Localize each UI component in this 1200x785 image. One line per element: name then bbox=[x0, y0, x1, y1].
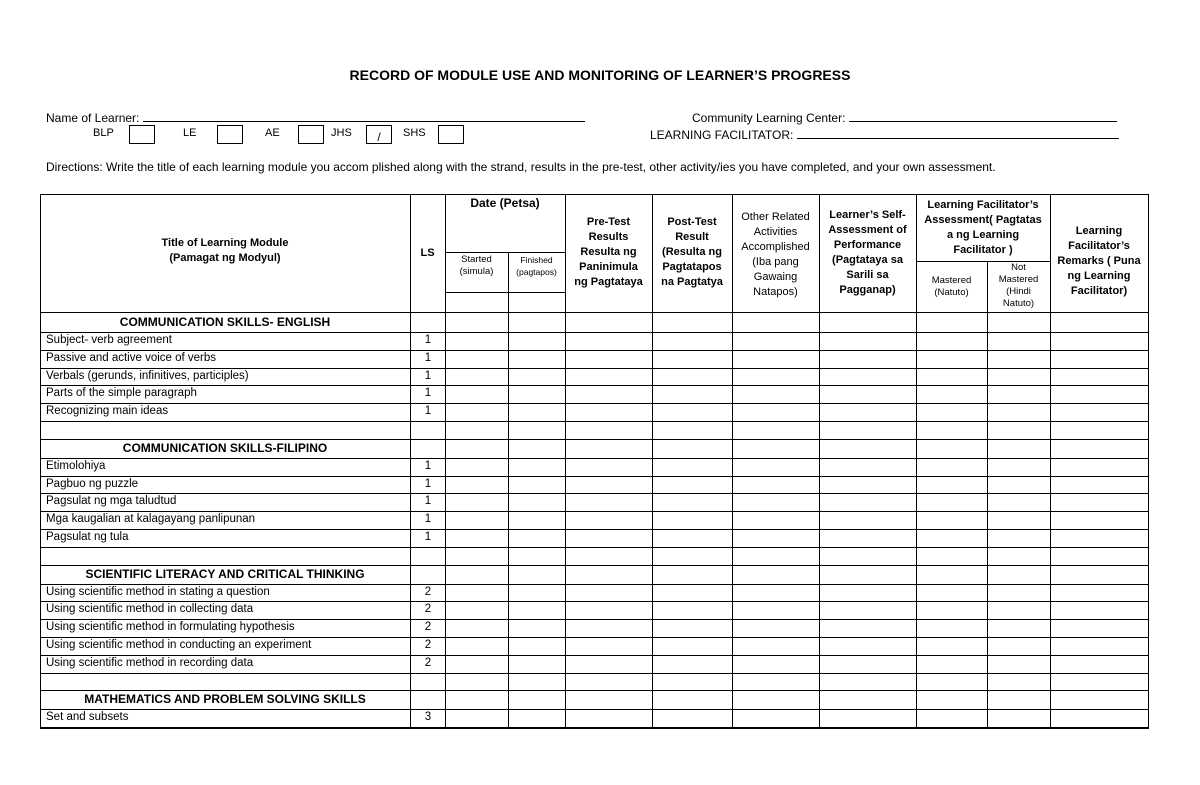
learner-name-line bbox=[143, 110, 585, 122]
level-label-le: LE bbox=[183, 127, 197, 139]
row-line bbox=[40, 637, 1148, 638]
level-label-jhs: JHS bbox=[331, 127, 352, 139]
table-top-border bbox=[40, 194, 1148, 195]
module-title: Using scientific method in formulating hypothesis bbox=[46, 621, 295, 634]
facilitator-field[interactable] bbox=[650, 127, 1119, 142]
module-title: Using scientific method in conducting an experiment bbox=[46, 639, 312, 651]
module-ls: 2 bbox=[424, 639, 432, 651]
col-other-activities-header: Other Related Activities Accomplished (Iba pang Gawaing Natapos) bbox=[741, 211, 810, 298]
row-line bbox=[40, 511, 1148, 512]
module-title: Set and subsets bbox=[46, 711, 129, 724]
level-checkbox-jhs[interactable]: / bbox=[366, 125, 392, 144]
row-line bbox=[40, 584, 1148, 585]
col-finished-header: Finished (pagtapos) bbox=[516, 255, 557, 277]
level-checkbox-ae[interactable] bbox=[298, 125, 324, 144]
level-checkbox-le[interactable] bbox=[217, 125, 243, 144]
row-line bbox=[40, 619, 1148, 620]
module-title: Parts of the simple paragraph bbox=[46, 387, 197, 400]
learner-name-field[interactable] bbox=[46, 110, 585, 125]
row-line bbox=[40, 727, 1148, 728]
module-title: Passive and active voice of verbs bbox=[46, 351, 217, 364]
level-label-blp: BLP bbox=[93, 127, 114, 139]
module-ls: 2 bbox=[424, 585, 432, 598]
facilitator-label: LEARNING FACILITATOR: bbox=[650, 128, 794, 142]
row-line bbox=[40, 332, 1148, 333]
module-title: Subject- verb agreement bbox=[46, 334, 172, 346]
module-title: Pagsulat ng tula bbox=[46, 531, 129, 543]
module-ls: 1 bbox=[424, 531, 432, 543]
module-title: Pagsulat ng mga taludtud bbox=[46, 495, 177, 508]
row-line bbox=[40, 601, 1148, 602]
module-title: Pagbuo ng puzzle bbox=[46, 477, 139, 490]
module-ls: 3 bbox=[424, 711, 432, 724]
level-label-ae: AE bbox=[265, 127, 280, 139]
level-label-shs: SHS bbox=[403, 127, 426, 139]
row-line bbox=[40, 385, 1148, 386]
header-bottom-border bbox=[40, 312, 1148, 313]
module-ls: 1 bbox=[424, 405, 432, 418]
module-title: Using scientific method in collecting data bbox=[46, 603, 254, 616]
section-title: COMMUNICATION SKILLS- ENGLISH bbox=[119, 315, 331, 329]
row-line bbox=[40, 458, 1148, 459]
row-line bbox=[40, 709, 1148, 710]
row-line bbox=[40, 421, 1148, 422]
module-ls: 1 bbox=[424, 495, 432, 508]
module-title: Etimolohiya bbox=[46, 459, 106, 472]
col-mastered-header: Mastered (Natuto) bbox=[931, 275, 972, 298]
facilitator-line bbox=[797, 127, 1119, 139]
section-title: SCIENTIFIC LITERACY AND CRITICAL THINKING bbox=[85, 566, 365, 581]
column-line bbox=[1148, 194, 1149, 729]
col-date-header: Date (Petsa) bbox=[470, 196, 540, 210]
col-ls-header: LS bbox=[420, 247, 435, 259]
module-title: Using scientific method in recording data bbox=[46, 656, 254, 669]
table-bottom-border bbox=[40, 728, 1148, 729]
date-subheader-line bbox=[445, 252, 565, 253]
col-title-header: Title of Learning Module (Pamagat ng Modyul) bbox=[161, 237, 289, 264]
col-pretest-header: Pre-Test Results Resulta ng Paninimula ng Pagtataya bbox=[574, 216, 643, 288]
module-title: Mga kaugalian at kalagayang panlipunan bbox=[46, 513, 256, 526]
col-started-header: Started (simula) bbox=[459, 254, 494, 277]
module-ls: 1 bbox=[424, 459, 432, 472]
row-line bbox=[40, 403, 1148, 404]
page-title: RECORD OF MODULE USE AND MONITORING OF LEARNER’S PROGRESS bbox=[349, 67, 851, 83]
module-ls: 2 bbox=[424, 656, 432, 669]
module-ls: 1 bbox=[424, 477, 432, 490]
module-ls: 2 bbox=[424, 621, 432, 634]
row-line bbox=[40, 690, 1148, 691]
module-title: Using scientific method in stating a question bbox=[46, 585, 270, 598]
module-ls: 1 bbox=[424, 351, 432, 364]
row-line bbox=[40, 673, 1148, 674]
col-facilitator-assessment-header: Learning Facilitator’s Assessment( Pagtatas a ng Learning Facilitator ) bbox=[924, 199, 1042, 256]
section-title: COMMUNICATION SKILLS-FILIPINO bbox=[122, 440, 328, 455]
module-ls: 1 bbox=[424, 334, 432, 346]
col-remarks-header: Learning Facilitator’s Remarks ( Puna ng Learning Facilitator) bbox=[1057, 225, 1141, 297]
column-line bbox=[508, 252, 509, 728]
row-line bbox=[40, 547, 1148, 548]
module-ls: 1 bbox=[424, 369, 432, 382]
clc-label: Community Learning Center: bbox=[692, 111, 846, 125]
col-posttest-header: Post-Test Result (Resulta ng Pagtatapos na Pagtatya bbox=[661, 216, 723, 288]
clc-line bbox=[849, 110, 1117, 122]
column-line bbox=[40, 194, 41, 729]
date-subheader-bottom bbox=[445, 292, 565, 293]
learner-name-label: Name of Learner: bbox=[46, 111, 140, 125]
row-line bbox=[40, 493, 1148, 494]
clc-field[interactable] bbox=[692, 110, 1117, 125]
module-ls: 1 bbox=[424, 513, 432, 526]
module-title: Recognizing main ideas bbox=[46, 405, 169, 418]
module-ls: 1 bbox=[424, 387, 432, 400]
row-line bbox=[40, 476, 1148, 477]
section-title: MATHEMATICS AND PROBLEM SOLVING SKILLS bbox=[84, 692, 366, 707]
module-ls: 2 bbox=[424, 603, 432, 616]
row-line bbox=[40, 529, 1148, 530]
level-checkbox-blp[interactable] bbox=[129, 125, 155, 144]
col-self-assessment-header: Learner’s Self- Assessment of Performance (Pagtataya sa Sarili sa Pagganap) bbox=[828, 209, 907, 296]
col-not-mastered-header: Not Mastered (Hindi Natuto) bbox=[998, 262, 1039, 309]
directions: Directions: Write the title of each learning module you accom plished along with the strand, results in the pre-test, other activity/ies you have completed, and your own assessment. bbox=[46, 160, 996, 174]
level-checkbox-shs[interactable] bbox=[438, 125, 464, 144]
module-title: Verbals (gerunds, infinitives, participles) bbox=[46, 369, 249, 382]
